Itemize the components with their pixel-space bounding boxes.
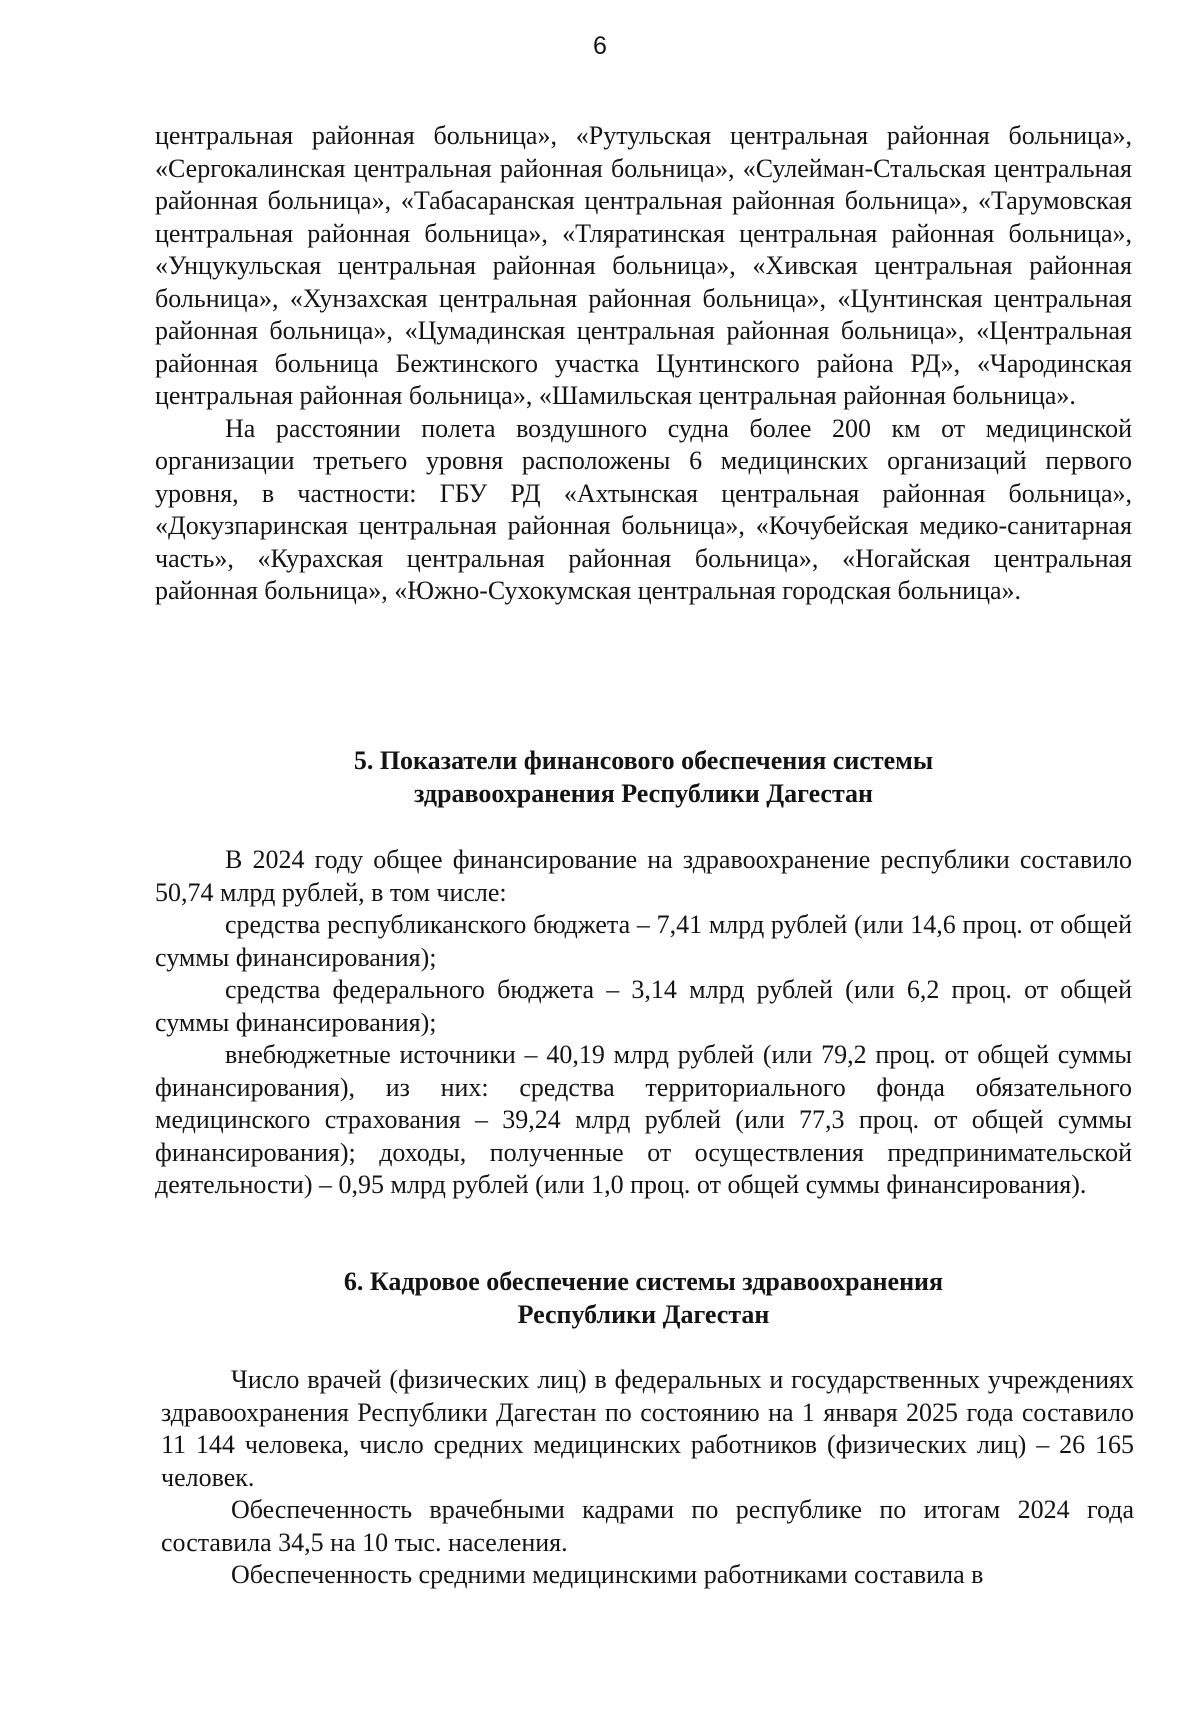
section-6-heading [155, 1266, 1132, 1331]
nurse-supply-paragraph: Обеспеченность средними медицинскими работниками составила в [231, 1560, 984, 1589]
federal-budget-paragraph: средства федерального бюджета – 3,14 млрд рублей (или 6,2 проц. от общей суммы финансирования); [155, 975, 1132, 1037]
doctors-count-paragraph: Число врачей (физических лиц) в федеральных и государственных учреждениях здравоохранения Республики Дагестан по состоянию на 1 января 2025 года составило 11 144 человека, число средних медицинских работников (физических лиц) – 26 165 человек. [161, 1365, 1134, 1492]
doctor-supply-paragraph: Обеспеченность врачебными кадрами по республике по итогам 2024 года составила 34,5 на 10 тыс. населения. [161, 1495, 1134, 1557]
republican-budget-paragraph: средства республиканского бюджета – 7,41 млрд рублей (или 14,6 проц. от общей суммы финансирования); [155, 910, 1132, 972]
section-5-text-block [155, 844, 1132, 1202]
section-6-heading-line-2: Республики Дагестан [517, 1299, 770, 1329]
section-5-heading-line-1: 5. Показатели финансового обеспечения системы [353, 746, 934, 775]
extrabudgetary-paragraph: внебюджетные источники – 40,19 млрд рублей (или 79,2 проц. от общей суммы финансирования), из них: средства территориального фонда обязательного медицинского страхования – 39,24 млрд рублей (или 77,3 проц. от общей суммы финансирования); доходы, полученные от осуществления предпринимательской деятельности) – 0,95 млрд рублей (или 1,0 проц. от общей суммы финансирования). [155, 1040, 1132, 1199]
page-number: 6 [593, 32, 607, 60]
section-5-heading [155, 745, 1132, 810]
section-6-text-block [161, 1364, 1134, 1592]
total-funding-paragraph: В 2024 году общее финансирование на здравоохранение республики составило 50,74 млрд рублей, в том числе: [155, 845, 1132, 907]
intro-text-block [155, 120, 1132, 608]
section-5-heading-line-2: здравоохранения Республики Дагестан [413, 778, 874, 808]
section-6-heading-line-1: 6. Кадровое обеспечение системы здравоохранения [343, 1267, 944, 1296]
hospital-list-paragraph: центральная районная больница», «Рутульская центральная районная больница», «Сергокалинская центральная районная больница», «Сулейман-Стальская центральная районная больница», «Табасаранская центральная районная больница», «Тарумовская центральная районная больница», «Тляратинская центральная районная больница», «Унцукульская центральная районная больница», «Хивская центральная районная больница», «Хунзахская центральная районная больница», «Цунтинская центральная районная больница», «Цумадинская центральная районная больница», «Центральная районная больница Бежтинского участка Цунтинского района РД», «Чародинская центральная районная больница», «Шамильская центральная районная больница». [155, 121, 1132, 410]
air-distance-paragraph: На расстоянии полета воздушного судна более 200 км от медицинской организации третьего уровня расположены 6 медицинских организаций первого уровня, в частности: ГБУ РД «Ахтынская центральная районная больница», «Докузпаринская центральная районная больница», «Кочубейская медико-санитарная часть», «Курахская центральная районная больница», «Ногайская центральная районная больница», «Южно-Сухокумская центральная городская больница». [155, 413, 1132, 605]
